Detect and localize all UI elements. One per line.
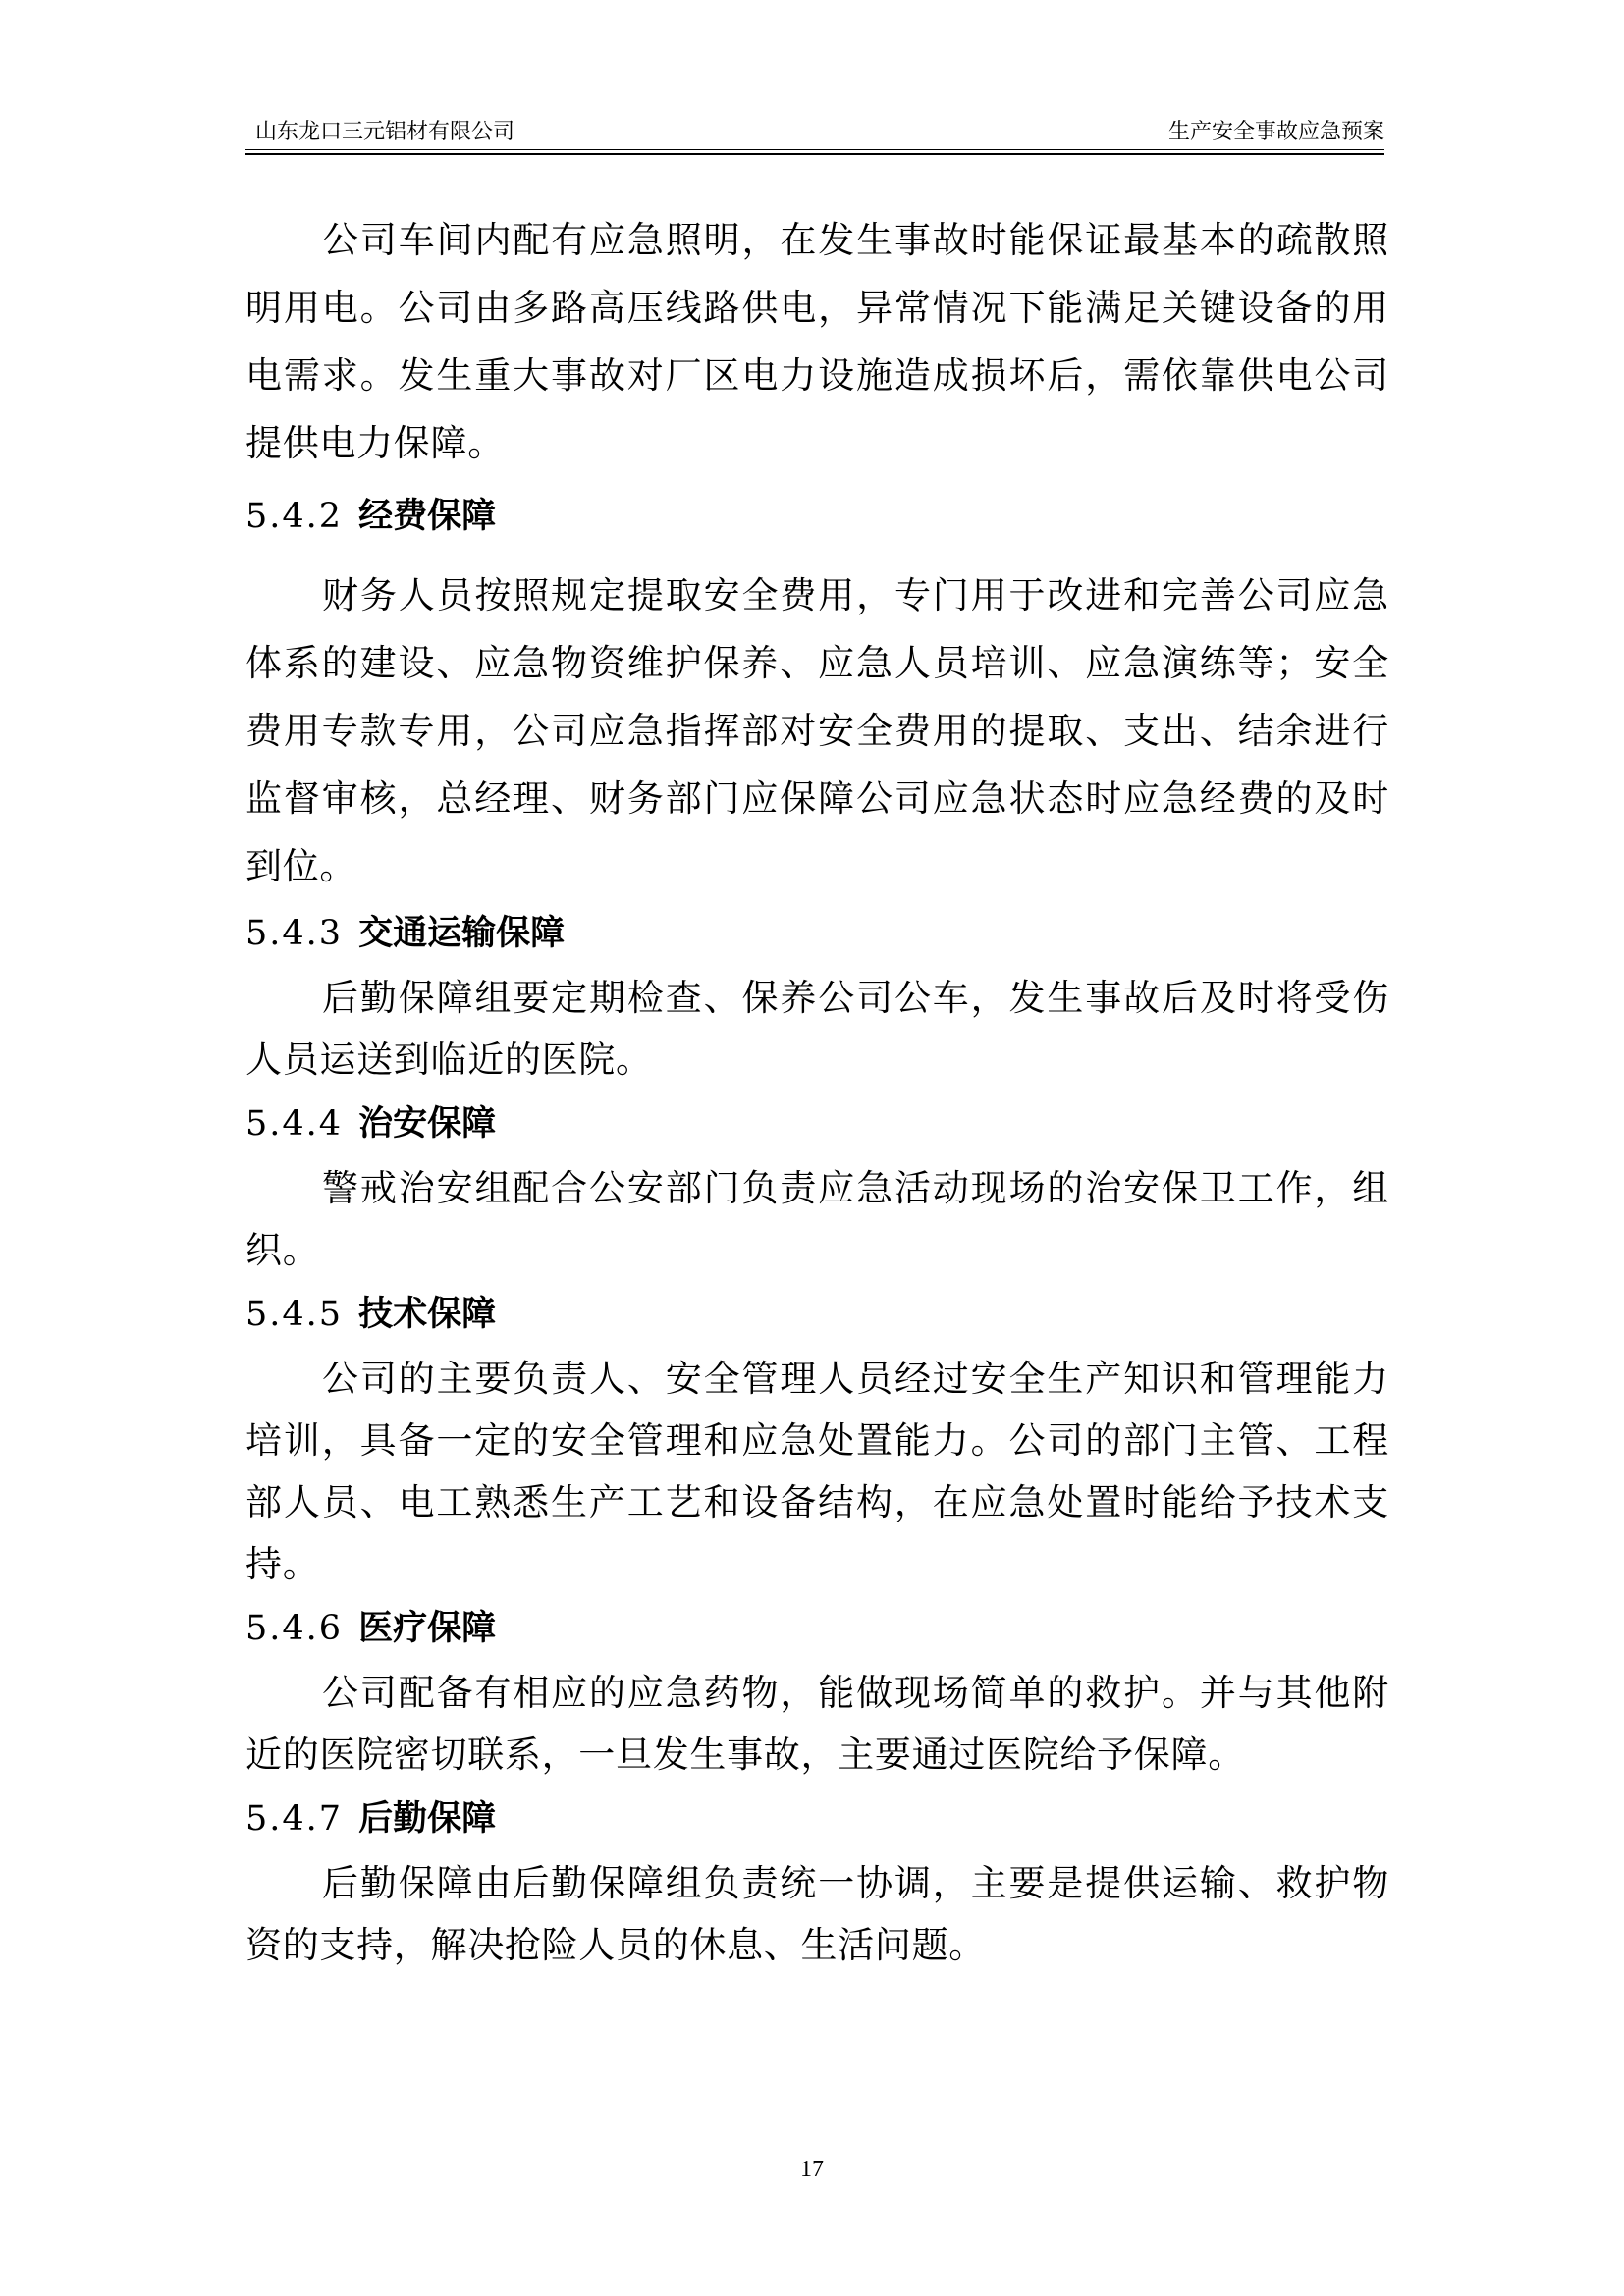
- intro-paragraph: 公司车间内配有应急照明，在发生事故时能保证最基本的疏散照明用电。公司由多路高压线路供电，异常情况下能满足关键设备的用电需求。发生重大事故对厂区电力设施造成损坏后，需依靠供电公司提供电力保障。: [245, 219, 1389, 464]
- section-number: 5.4.7: [245, 1799, 344, 1839]
- section-title: 交通运输保障: [358, 913, 566, 953]
- section-number: 5.4.3: [245, 914, 344, 953]
- section-5-4-2: [245, 483, 1389, 900]
- section-title: 后勤保障: [358, 1798, 497, 1839]
- section-paragraph: 公司配备有相应的应急药物，能做现场简单的救护。并与其他附近的医院密切联系，一旦发生事故，主要通过医院给予保障。: [245, 1672, 1389, 1776]
- section-paragraph: 后勤保障由后勤保障组负责统一协调，主要是提供运输、救护物资的支持，解决抢险人员的休息、生活问题。: [245, 1862, 1389, 1966]
- section-number: 5.4.4: [245, 1104, 344, 1144]
- section-number: 5.4.2: [245, 497, 344, 536]
- page-number: 17: [800, 2157, 824, 2182]
- header-document-title: 生产安全事故应急预案: [1167, 120, 1384, 144]
- section-title: 经费保障: [358, 496, 497, 536]
- section-number: 5.4.5: [245, 1295, 344, 1334]
- section-5-4-5: [245, 1281, 1389, 1595]
- page-body: [245, 206, 1389, 1976]
- section-5-4-4: [245, 1091, 1389, 1281]
- section-title: 技术保障: [358, 1294, 497, 1334]
- section-paragraph: 公司的主要负责人、安全管理人员经过安全生产知识和管理能力培训，具备一定的安全管理和应急处置能力。公司的部门主管、工程部人员、电工熟悉生产工艺和设备结构，在应急处置时能给予技术支持。: [245, 1358, 1389, 1585]
- section-5-4-3: [245, 900, 1389, 1091]
- section-paragraph: 后勤保障组要定期检查、保养公司公车，发生事故后及时将受伤人员运送到临近的医院。: [245, 977, 1389, 1081]
- section-title: 医疗保障: [358, 1608, 497, 1648]
- section-heading: [245, 1595, 1389, 1662]
- section-5-4-6: [245, 1595, 1389, 1786]
- section-5-4-7: [245, 1786, 1389, 1976]
- header-company-name: 山东龙口三元铝材有限公司: [255, 120, 515, 144]
- header-rule-bold: [245, 153, 1384, 155]
- header-rule: [245, 149, 1384, 150]
- section-heading: [245, 1281, 1389, 1348]
- section-heading: [245, 1091, 1389, 1157]
- section-heading: [245, 1786, 1389, 1852]
- section-heading: [245, 483, 1389, 550]
- section-paragraph: 警戒治安组配合公安部门负责应急活动现场的治安保卫工作，组织。: [245, 1167, 1389, 1271]
- section-title: 治安保障: [358, 1103, 497, 1144]
- section-heading: [245, 900, 1389, 967]
- section-paragraph: 财务人员按照规定提取安全费用，专门用于改进和完善公司应急体系的建设、应急物资维护保养、应急人员培训、应急演练等；安全费用专款专用，公司应急指挥部对安全费用的提取、支出、结余进行监督审核，总经理、财务部门应保障公司应急状态时应急经费的及时到位。: [245, 574, 1389, 887]
- section-number: 5.4.6: [245, 1609, 344, 1648]
